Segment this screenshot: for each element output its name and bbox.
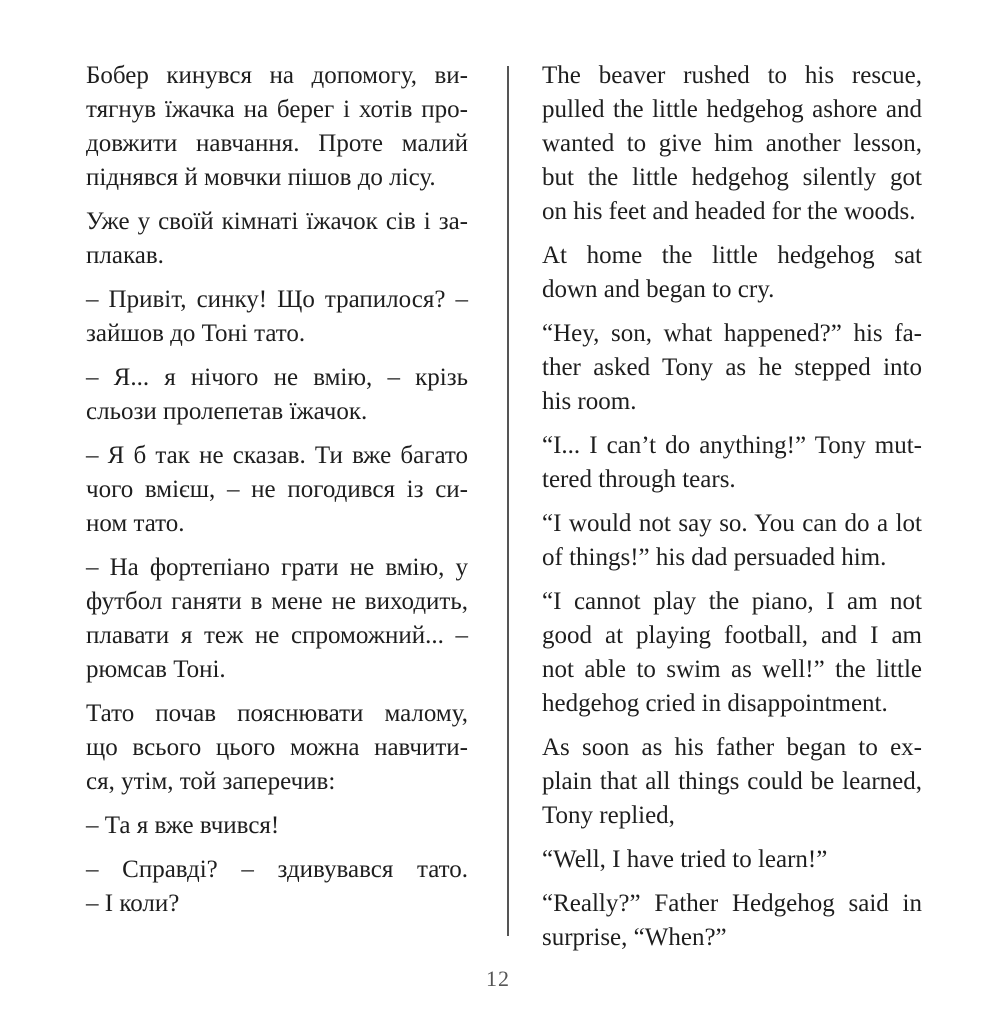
text-line: plain that all things could be learned, [542,768,922,795]
text-line: – Привіт, синку! Що трапилося? – [86,286,468,313]
text-line: футбол ганяти в мене не виходить, [86,588,468,615]
paragraph [86,59,468,195]
text-line: but the little hedgehog silently got [542,164,922,191]
paragraph [542,887,922,955]
english-text-column [542,59,922,955]
text-line: The beaver rushed to his rescue, [542,62,922,89]
paragraph [86,205,468,273]
paragraph [86,697,468,799]
text-line: ся, утім, той заперечив: [86,768,336,795]
text-line: – На фортепіано грати не вмію, у [86,554,468,581]
text-line: чого вмієш, – не погодився із си- [86,476,468,503]
text-line: Tony replied, [542,802,675,829]
ukrainian-text-column [86,59,468,921]
text-line: As soon as his father began to ex- [542,734,922,761]
text-line: tered through tears. [542,466,736,493]
text-line: surprise, “When?” [542,924,727,951]
column-divider [507,66,509,936]
text-line: hedgehog cried in disappointment. [542,690,888,717]
paragraph [86,283,468,351]
paragraph [542,585,922,721]
paragraph [542,843,922,877]
text-line: “I... I can’t do anything!” Tony mut- [542,432,922,459]
text-line: wanted to give him another lesson, [542,130,922,157]
text-line: of things!” his dad persuaded him. [542,544,887,571]
text-line: – Я... я нічого не вмію, – крізь [86,364,468,391]
text-line: сльози пролепетав їжачок. [86,398,368,425]
text-line: Бобер кинувся на допомогу, ви- [86,62,468,89]
text-line: – Я б так не сказав. Ти вже багато [86,442,468,469]
paragraph [542,429,922,497]
text-line: рюмсав Тоні. [86,656,226,683]
text-line: тягнув їжачка на берег і хотів про- [86,96,468,123]
text-line: що всього цього можна навчити- [86,734,468,761]
text-line: плакав. [86,242,164,269]
text-line: плавати я теж не спроможний... – [86,622,468,649]
text-line: “I cannot play the piano, I am not [542,588,922,615]
paragraph [86,361,468,429]
paragraph [542,731,922,833]
text-line: зайшов до Тоні тато. [86,320,306,347]
text-line: ther asked Tony as he stepped into [542,354,922,381]
paragraph [542,507,922,575]
paragraph [86,809,468,843]
text-line: “I would not say so. You can do a lot [542,510,922,537]
paragraph [542,239,922,307]
page-number: 12 [486,966,510,991]
text-line: on his feet and headed for the woods. [542,198,916,225]
text-line: his room. [542,388,637,415]
text-line: At home the little hedgehog sat [542,242,922,269]
text-line: not able to swim as well!” the little [542,656,922,683]
text-line: Уже у своїй кімнаті їжачок сів і за- [86,208,468,235]
text-line: – І коли? [86,890,180,917]
text-line: “Well, I have tried to learn!” [542,846,828,873]
text-line: ном тато. [86,510,185,537]
text-line: “Hey, son, what happened?” his fa- [542,320,922,347]
text-line: good at playing football, and I am [542,622,922,649]
paragraph [542,317,922,419]
paragraph [542,59,922,229]
text-line: “Really?” Father Hedgehog said in [542,890,922,917]
text-line: Тато почав пояснювати малому, [86,700,468,727]
paragraph [86,439,468,541]
text-line: піднявся й мовчки пішов до лісу. [86,164,436,191]
paragraph [86,551,468,687]
paragraph [86,853,468,921]
text-line: – Справді? – здивувався тато. [86,856,468,883]
text-line: довжити навчання. Проте малий [86,130,468,157]
text-line: pulled the little hedgehog ashore and [542,96,922,123]
text-line: down and began to cry. [542,276,775,303]
text-line: – Та я вже вчився! [86,812,280,839]
